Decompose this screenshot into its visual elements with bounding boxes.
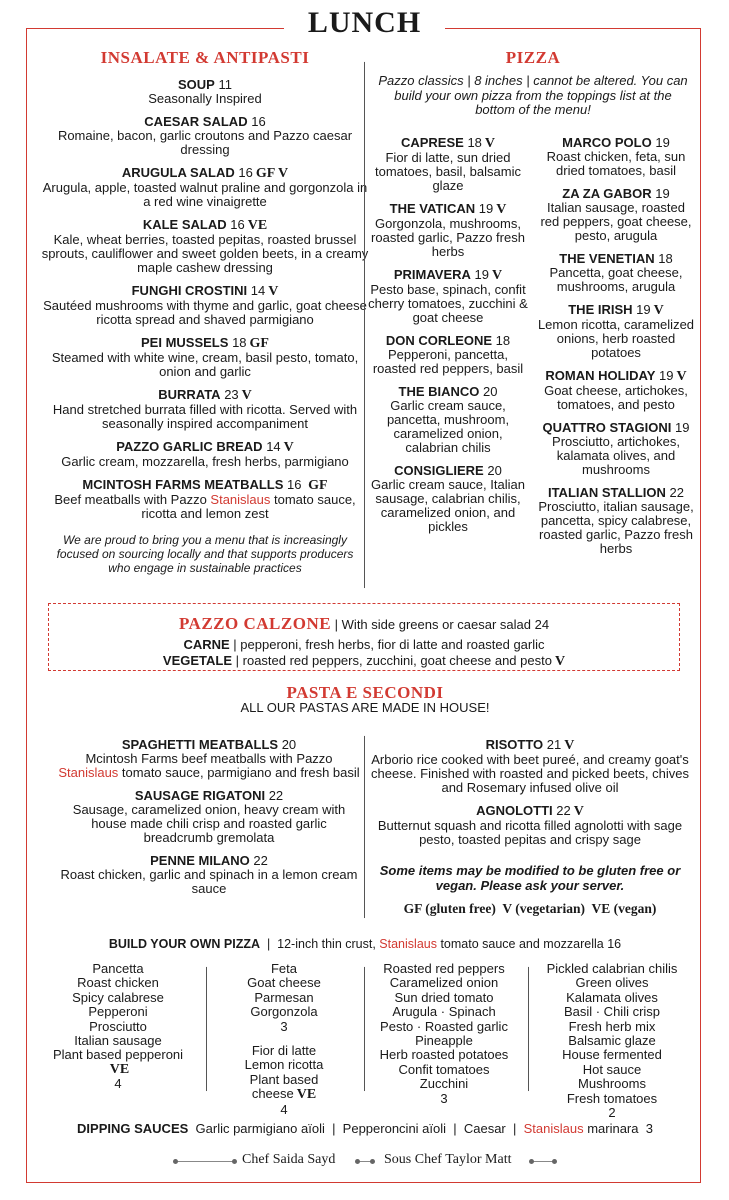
footer-rule-left	[176, 1161, 234, 1162]
item-tag: V	[268, 284, 279, 299]
item-price: 23	[224, 387, 239, 402]
item-name: CAESAR SALAD	[144, 114, 248, 129]
insalate-items	[40, 78, 370, 469]
item-desc: Pesto base, spinach, confit cherry tomatoes, zucchini & goat cheese	[368, 282, 528, 325]
topping-item: Parmesan	[254, 989, 314, 1005]
pizza-left-column	[368, 136, 528, 543]
topping-tag: VE	[296, 1087, 317, 1103]
item-name: ZA ZA GABOR	[562, 186, 652, 201]
pasta-left-column	[56, 738, 362, 905]
calzone-carne: CARNE | pepperoni, fresh herbs, fior di latte and roasted garlic	[183, 637, 545, 652]
calzone-vegetale: VEGETALE | roasted red peppers, zucchini, goat cheese and pesto V	[162, 653, 566, 669]
topping-item: Lemon ricotta	[244, 1057, 324, 1073]
item-name: THE BIANCO	[398, 384, 480, 399]
insalate-section	[40, 48, 370, 575]
topping-item: Fresh herb mix	[568, 1018, 656, 1034]
item-price: 19	[655, 186, 670, 201]
topping-item: Caramelized onion	[389, 975, 499, 991]
menu-item	[56, 738, 362, 780]
topping-price: 3	[280, 1018, 288, 1034]
item-desc: Roast chicken, garlic and spinach in a lemon cream sauce	[60, 867, 358, 896]
insalate-heading: INSALATE & ANTIPASTI	[100, 48, 310, 67]
pizza-heading: PIZZA	[505, 48, 561, 67]
sous-chef-name: Sous Chef Taylor Matt	[384, 1152, 512, 1167]
menu-item	[368, 385, 528, 455]
item-name: THE VATICAN	[389, 201, 476, 216]
menu-item	[40, 388, 370, 431]
item-desc: Beef meatballs with Pazzo Stanislaus tomato sauce, ricotta and lemon zest	[54, 492, 356, 521]
pizza-section	[372, 48, 694, 118]
item-price: 19	[636, 302, 651, 317]
topping-item: Pancetta	[92, 961, 144, 976]
topping-item: Roast chicken	[77, 975, 159, 991]
item-price: 14	[266, 439, 281, 454]
item-price: 16	[287, 477, 302, 492]
item-name: MARCO POLO	[562, 135, 652, 150]
column-divider	[206, 965, 207, 1093]
item-name: ITALIAN STALLION	[547, 485, 666, 500]
item-tag: V	[653, 303, 664, 318]
item-price: 18	[495, 333, 511, 348]
menu-item	[368, 202, 528, 259]
item-tag: V	[573, 804, 584, 819]
item-tag: V	[492, 268, 503, 283]
sourcing-note: We are proud to bring you a menu that is increasingly focused on sourcing locally and that supports producers who engage in sustainable practices	[56, 533, 354, 575]
topping-item: Gorgonzola	[250, 1004, 318, 1020]
topping-item: Plant based pepperoni	[52, 1047, 184, 1063]
item-desc: Steamed with white wine, cream, basil pesto, tomato, onion and garlic	[51, 350, 359, 379]
topping-item: Prosciutto	[89, 1018, 147, 1034]
item-price: 19	[674, 420, 690, 435]
item-price: 22	[268, 788, 284, 803]
item-price: 19	[478, 201, 494, 216]
item-name: PEI MUSSELS	[141, 335, 229, 350]
item-tag: V	[676, 369, 687, 384]
topping-item: Pepperoni	[88, 1004, 148, 1020]
item-name: SPAGHETTI MEATBALLS	[121, 737, 279, 752]
topping-item: Green olives	[575, 975, 649, 991]
menu-item	[40, 166, 370, 209]
pasta-right-column	[370, 738, 690, 856]
item-price: 20	[483, 384, 498, 399]
pizza-right-column	[536, 136, 696, 565]
item-desc: Butternut squash and ricotta filled agnolotti with sage pesto, toasted pepitas and crispy sage	[377, 818, 683, 847]
item-name: PAZZO GARLIC BREAD	[116, 439, 263, 454]
topping-item: Zucchini	[419, 1076, 469, 1092]
item-name: PRIMAVERA	[393, 267, 471, 282]
menu-item	[536, 252, 696, 294]
item-name: RISOTTO	[485, 737, 544, 752]
topping-item: Fresh tomatoes	[566, 1090, 658, 1106]
item-desc: Gorgonzola, mushrooms, roasted garlic, Pazzo fresh herbs	[371, 216, 525, 259]
item-price: 19	[655, 135, 670, 150]
item-name: CONSIGLIERE	[394, 463, 484, 478]
item-desc: Arborio rice cooked with beet pureé, and creamy goat's cheese. Finished with roasted and picked beets, chives and Rosemary infused olive oil	[371, 752, 689, 795]
item-tag: GF	[249, 336, 269, 351]
byo-column-veggies	[368, 962, 520, 1106]
item-desc: Kale, wheat berries, toasted pepitas, roasted brussel sprouts, cauliflower and sweet golden beets, in a creamy maple cashew dressing	[41, 232, 369, 275]
item-name: SAUSAGE RIGATONI	[134, 788, 266, 803]
chef-name: Chef Saida Sayd	[242, 1152, 336, 1167]
menu-item	[368, 334, 528, 376]
byo-column-cheeses	[212, 962, 356, 1117]
menu-item	[40, 478, 370, 521]
item-tag: V	[241, 388, 252, 403]
menu-item	[368, 464, 528, 534]
pasta-heading: PASTA E SECONDI	[286, 683, 444, 702]
item-price: 16	[230, 217, 245, 232]
item-price: 18	[467, 135, 482, 150]
topping-price: 4	[280, 1101, 288, 1117]
column-divider	[364, 734, 365, 920]
menu-item	[536, 187, 696, 243]
topping-item: Pickled calabrian chilis	[546, 961, 678, 976]
menu-item	[536, 486, 696, 556]
item-desc: Fior di latte, sun dried tomatoes, basil, balsamic glaze	[375, 150, 521, 193]
item-tag: VE	[247, 218, 268, 233]
dipping-label: DIPPING SAUCES	[77, 1121, 189, 1136]
menu-item	[40, 78, 370, 106]
byo-column-extras	[536, 962, 688, 1120]
item-name: PENNE MILANO	[150, 853, 250, 868]
item-name: MCINTOSH FARMS MEATBALLS	[82, 477, 284, 492]
item-desc: Italian sausage, roasted red peppers, goat cheese, pesto, arugula	[540, 200, 692, 243]
item-price: 18	[658, 251, 673, 266]
item-desc: Pancetta, goat cheese, mushrooms, arugula	[549, 265, 683, 294]
item-price: 19	[474, 267, 489, 282]
topping-tag: VE	[109, 1061, 130, 1077]
pasta-header	[40, 683, 690, 715]
topping-item: Goat cheese	[247, 975, 321, 991]
item-desc: Prosciutto, italian sausage, pancetta, spicy calabrese, roasted garlic, Pazzo fresh herbs	[538, 499, 694, 556]
byo-column-meats	[40, 962, 196, 1092]
menu-item	[536, 303, 696, 360]
menu-item	[536, 136, 696, 178]
topping-item: cheese VE	[251, 1086, 317, 1103]
byo-header: BUILD YOUR OWN PIZZA | 12-inch thin crust, Stanislaus tomato sauce and mozzarella 16	[108, 937, 622, 951]
topping-item: Fior di latte	[251, 1043, 317, 1059]
topping-item: Confit tomatoes	[398, 1061, 490, 1077]
item-desc: Arugula, apple, toasted walnut praline and gorgonzola in a red wine vinaigrette	[42, 180, 368, 209]
item-desc: Roast chicken, feta, sun dried tomatoes, basil	[546, 149, 686, 178]
page-title: LUNCH	[0, 6, 729, 40]
item-price: 21	[546, 737, 562, 752]
topping-item: Roasted red peppers	[383, 961, 505, 976]
column-divider	[364, 965, 365, 1093]
item-desc: Prosciutto, artichokes, kalamata olives, and mushrooms	[552, 434, 680, 477]
dipping-sauces: DIPPING SAUCES Garlic parmigiano aïoli | Pepperoncini aïoli | Caesar | Stanislaus marinara 3	[77, 1121, 653, 1136]
item-name: THE IRISH	[568, 302, 633, 317]
item-price: 22	[669, 485, 685, 500]
item-price: 20	[487, 463, 502, 478]
modification-note: Some items may be modified to be gluten free or vegan. Please ask your server.	[379, 863, 681, 893]
item-price: 18	[232, 335, 247, 350]
item-name: FUNGHI CROSTINI	[131, 283, 248, 298]
byo-label: BUILD YOUR OWN PIZZA	[108, 937, 261, 951]
calzone-title-line	[49, 614, 679, 634]
column-divider	[364, 60, 365, 590]
topping-item: Plant based	[249, 1071, 319, 1087]
menu-item	[40, 115, 370, 157]
item-name: KALE SALAD	[142, 217, 227, 232]
calzone-sub: | With side greens or caesar salad 24	[331, 617, 550, 632]
item-price: 16	[238, 165, 253, 180]
topping-item: Balsamic glaze	[568, 1033, 656, 1049]
topping-item: Mushrooms	[578, 1076, 646, 1092]
diet-legend: GF (gluten free) V (vegetarian) VE (vegan)	[403, 901, 657, 916]
item-name: QUATTRO STAGIONI	[542, 420, 672, 435]
item-tag: GF V	[255, 166, 289, 181]
topping-item: Italian sausage	[74, 1033, 162, 1049]
calzone-heading: PAZZO CALZONE	[178, 614, 332, 633]
item-tag: V	[283, 440, 294, 455]
topping-item: Arugula · Spinach	[392, 1004, 496, 1020]
topping-item: Basil · Chili crisp	[563, 1004, 661, 1020]
item-desc: Lemon ricotta, caramelized onions, herb roasted potatoes	[537, 317, 695, 360]
item-tag: V	[564, 738, 575, 753]
item-name: ARUGULA SALAD	[121, 165, 235, 180]
menu-item	[536, 369, 696, 412]
menu-item	[56, 789, 362, 845]
topping-price: 4	[114, 1076, 122, 1092]
topping-item: Kalamata olives	[566, 989, 658, 1005]
item-price: 19	[659, 368, 674, 383]
topping-item: House fermented	[562, 1047, 662, 1063]
item-desc: Sautéed mushrooms with thyme and garlic, goat cheese ricotta spread and shaved parmigiano	[43, 298, 367, 327]
item-name: ROMAN HOLIDAY	[545, 368, 656, 383]
menu-item	[40, 218, 370, 275]
menu-item	[40, 336, 370, 379]
item-price: 20	[281, 737, 297, 752]
topping-price: 2	[608, 1105, 616, 1121]
pizza-intro: Pazzo classics | 8 inches | cannot be altered. You can build your own pizza from the toppings list at the bottom of the menu!	[378, 73, 688, 117]
topping-item: Sun dried tomato	[394, 989, 494, 1005]
column-divider	[528, 965, 529, 1093]
item-name: BURRATA	[158, 387, 221, 402]
item-name: THE VENETIAN	[559, 251, 655, 266]
item-name: SOUP	[178, 77, 215, 92]
item-desc: Goat cheese, artichokes, tomatoes, and pesto	[544, 383, 688, 412]
topping-item: Feta	[270, 961, 297, 976]
topping-item: Spicy calabrese	[72, 989, 164, 1005]
item-price: 22	[253, 853, 268, 868]
item-desc: Garlic cream, mozzarella, fresh herbs, parmigiano	[61, 454, 349, 469]
item-price: 14	[250, 283, 266, 298]
item-desc: Romaine, bacon, garlic croutons and Pazzo caesar dressing	[57, 128, 353, 157]
item-tag: V	[496, 202, 507, 217]
menu-item	[536, 421, 696, 477]
topping-item: Pesto · Roasted garlic	[380, 1018, 508, 1034]
topping-item: Pineapple	[415, 1033, 473, 1049]
item-desc: Hand stretched burrata filled with ricotta. Served with seasonally inspired accompaniment	[52, 402, 358, 431]
menu-item	[56, 854, 362, 896]
item-price: 22	[556, 803, 571, 818]
menu-item	[370, 804, 690, 847]
topping-price: 3	[440, 1090, 448, 1106]
footer-rule-right	[532, 1161, 554, 1162]
item-price: 16	[251, 114, 266, 129]
topping-item: Hot sauce	[582, 1061, 642, 1077]
item-desc: Garlic cream sauce, Italian sausage, calabrian chilis, caramelized onion, and pickles	[371, 477, 525, 534]
item-tag: V	[484, 136, 496, 151]
menu-item	[40, 284, 370, 327]
item-desc: Mcintosh Farms beef meatballs with Pazzo Stanislaus tomato sauce, parmigiano and fresh basil	[58, 751, 360, 780]
footer-rule-mid	[358, 1161, 372, 1162]
item-name: CAPRESE	[400, 135, 464, 150]
item-desc: Garlic cream sauce, pancetta, mushroom, caramelized onion, calabrian chilis	[386, 398, 510, 455]
topping-item: Herb roasted potatoes	[379, 1047, 509, 1063]
item-name: DON CORLEONE	[385, 333, 493, 348]
pasta-notes	[370, 864, 690, 916]
item-price: 11	[218, 77, 232, 92]
menu-item	[370, 738, 690, 795]
menu-item	[368, 268, 528, 325]
menu-item	[40, 440, 370, 469]
item-name: AGNOLOTTI	[476, 803, 553, 818]
pasta-sub: ALL OUR PASTAS ARE MADE IN HOUSE!	[240, 700, 490, 715]
item-desc: Seasonally Inspired	[148, 91, 262, 106]
item-desc: Sausage, caramelized onion, heavy cream with house made chili crisp and roasted garlic breadcrumb gremolata	[72, 802, 346, 845]
item-tag: GF	[308, 478, 328, 493]
item-desc: Pepperoni, pancetta, roasted red peppers, basil	[372, 347, 524, 376]
menu-item	[368, 136, 528, 193]
calzone-box	[48, 603, 680, 671]
